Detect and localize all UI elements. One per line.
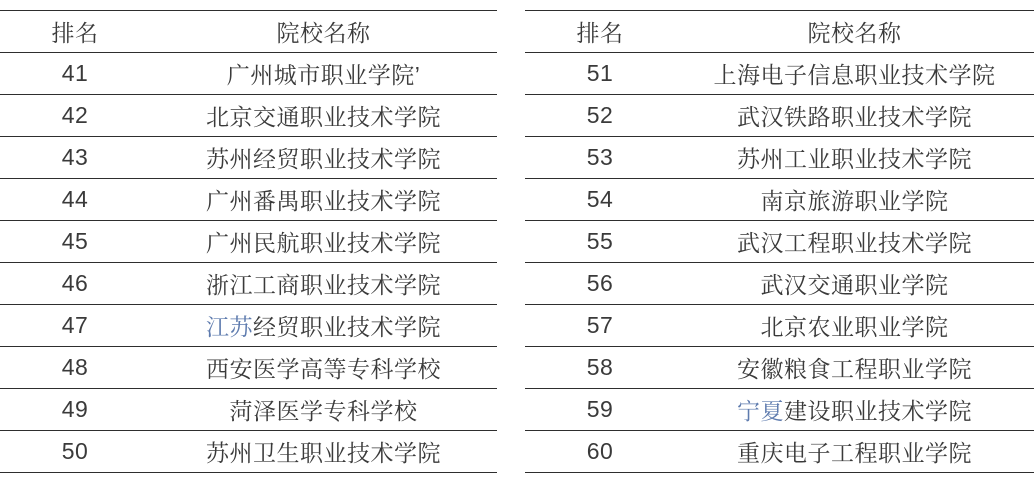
table-row: [0, 53, 497, 95]
table-row: [525, 347, 1034, 389]
table-row: [0, 305, 497, 347]
rank-table-51-60: [525, 10, 1034, 473]
table-row: [525, 221, 1034, 263]
institution-name-cell: [150, 137, 497, 179]
institution-name-cell: [150, 431, 497, 473]
institution-name-cell: [150, 179, 497, 221]
institution-name-cell: [675, 95, 1034, 137]
institution-text: 广州城市职业学院’: [226, 62, 421, 88]
rank-column-header: 排名: [576, 20, 624, 46]
institution-text: 苏州经贸职业技术学院: [206, 146, 441, 172]
institution-name-cell: [675, 53, 1034, 95]
institution-name-cell: [150, 221, 497, 263]
table-row: [0, 347, 497, 389]
institution-name-cell: [150, 389, 497, 431]
header-row: [525, 11, 1034, 53]
rank-cell: 58: [586, 354, 614, 380]
table-row: [0, 221, 497, 263]
institution-name-cell: [675, 221, 1034, 263]
table-row: [0, 137, 497, 179]
rank-cell: 49: [61, 396, 89, 422]
institution-text: 建设职业技术学院: [784, 398, 972, 424]
rank-cell: 53: [586, 144, 614, 170]
rank-column-header: 排名: [51, 20, 99, 46]
table-row: [525, 95, 1034, 137]
table-row: [525, 179, 1034, 221]
header-row: [0, 11, 497, 53]
rank-cell: 60: [586, 438, 614, 464]
table-row: [525, 137, 1034, 179]
institution-name-cell: [150, 95, 497, 137]
institution-name-column-header: 院校名称: [807, 20, 902, 46]
institution-text: 菏泽医学专科学校: [229, 398, 418, 424]
institution-text: 北京农业职业学院: [760, 314, 949, 340]
table-row: [0, 431, 497, 473]
institution-name-column-header: 院校名称: [276, 20, 371, 46]
rank-cell: 41: [61, 60, 89, 86]
table-row: [525, 263, 1034, 305]
rank-cell: 46: [61, 270, 89, 296]
rank-table-51-60-body: [525, 53, 1034, 473]
institution-text: 西安医学高等专科学校: [206, 356, 441, 382]
table-row: [525, 305, 1034, 347]
institution-text: 南京旅游职业学院: [760, 188, 949, 214]
institution-text: 苏州卫生职业技术学院: [206, 440, 441, 466]
institution-name-cell: [150, 305, 497, 347]
institution-text: 北京交通职业技术学院: [206, 104, 441, 130]
institution-name-cell: [675, 389, 1034, 431]
table-row: [0, 389, 497, 431]
highlighted-institution-text: 江苏: [206, 314, 253, 340]
rank-table-41-50-body: [0, 53, 497, 473]
institution-name-cell: [675, 179, 1034, 221]
rank-cell: 51: [586, 60, 614, 86]
institution-text: 广州民航职业技术学院: [206, 230, 441, 256]
rank-cell: 42: [61, 102, 89, 128]
institution-name-cell: [675, 431, 1034, 473]
institution-name-cell: [675, 263, 1034, 305]
table-row: [0, 263, 497, 305]
institution-text: 广州番禺职业技术学院: [206, 188, 441, 214]
institution-text: 苏州工业职业技术学院: [737, 146, 972, 172]
table-row: [525, 53, 1034, 95]
institution-text: 武汉交通职业学院: [760, 272, 949, 298]
rank-cell: 44: [61, 186, 89, 212]
institution-text: 安徽粮食工程职业学院: [737, 356, 972, 382]
table-row: [0, 179, 497, 221]
institution-text: 上海电子信息职业技术学院: [713, 62, 996, 88]
rank-cell: 48: [61, 354, 89, 380]
rank-cell: 45: [61, 228, 89, 254]
institution-text: 武汉铁路职业技术学院: [737, 104, 972, 130]
rank-cell: 57: [586, 312, 614, 338]
institution-name-cell: [675, 137, 1034, 179]
rank-table-51-60-header: [525, 11, 1034, 53]
institution-name-cell: [675, 305, 1034, 347]
institution-name-cell: [150, 53, 497, 95]
institution-text: 经贸职业技术学院: [253, 314, 441, 340]
rank-cell: 56: [586, 270, 614, 296]
rank-cell: 55: [586, 228, 614, 254]
institution-text: 武汉工程职业技术学院: [737, 230, 972, 256]
institution-name-cell: [150, 347, 497, 389]
rank-cell: 43: [61, 144, 89, 170]
highlighted-institution-text: 宁夏: [737, 398, 784, 424]
institution-name-cell: [675, 347, 1034, 389]
institution-text: 重庆电子工程职业学院: [737, 440, 972, 466]
institution-name-cell: [150, 263, 497, 305]
table-row: [0, 95, 497, 137]
rank-cell: 52: [586, 102, 614, 128]
rank-table-41-50: [0, 10, 497, 473]
table-row: [525, 431, 1034, 473]
rank-cell: 50: [61, 438, 89, 464]
rank-cell: 59: [586, 396, 614, 422]
rank-cell: 47: [61, 312, 89, 338]
institution-text: 浙江工商职业技术学院: [206, 272, 441, 298]
rank-cell: 54: [586, 186, 614, 212]
table-row: [525, 389, 1034, 431]
rank-table-41-50-header: [0, 11, 497, 53]
